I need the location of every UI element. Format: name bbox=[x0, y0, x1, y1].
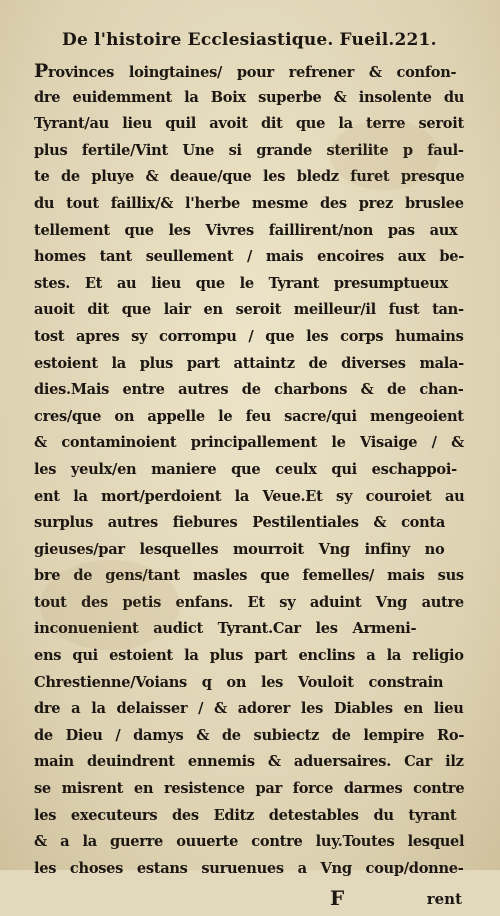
text-line: plus fertile/Vint Une si grande sterilite p faul- bbox=[34, 141, 464, 159]
text-line: inconuenient audict Tyrant.Car les Armeni- bbox=[34, 620, 417, 638]
text-line: te de pluye & deaue/que les bledz furet presque bbox=[34, 168, 465, 186]
catchword: rent bbox=[426, 890, 462, 909]
running-head bbox=[34, 26, 474, 54]
text-line: estoient la plus part attaintz de diverses mala- bbox=[34, 354, 464, 372]
text-line: main deuindrent ennemis & aduersaires. Car ilz bbox=[34, 753, 464, 771]
text-line: ens qui estoient la plus part enclins a la religio bbox=[34, 647, 464, 665]
text-line: & contaminoient principallement le Visaige / & bbox=[34, 434, 465, 452]
signature-mark: F bbox=[330, 886, 345, 911]
text-line: les executeurs des Editz detestables du tyrant bbox=[34, 806, 457, 824]
text-line: du tout faillix/& l'herbe mesme des prez bruslee bbox=[34, 194, 464, 212]
text-line: tost apres sy corrompu / que les corps humains bbox=[34, 327, 464, 345]
text-line: homes tant seullement / mais encoires aux be- bbox=[34, 248, 465, 266]
folio-number: Fueil.221. bbox=[339, 30, 437, 50]
text-line: les yeulx/en maniere que ceulx qui eschappoi- bbox=[34, 460, 457, 478]
text-line: gieuses/par lesquelles mourroit Vng infiny no bbox=[34, 540, 445, 558]
text-line: Tyrant/au lieu quil avoit dit que la terre seroit bbox=[34, 115, 464, 133]
text-line: bre de gens/tant masles que femelles/ mais sus bbox=[34, 567, 464, 585]
body-text bbox=[34, 58, 474, 882]
text-line: dies.Mais entre autres de charbons & de chan- bbox=[34, 381, 464, 399]
text-line: surplus autres fiebures Pestilentiales & conta bbox=[34, 514, 445, 532]
text-line: tellement que les Vivres faillirent/non pas aux bbox=[34, 221, 458, 239]
text-line: les choses estans suruenues a Vng coup/donne- bbox=[34, 859, 464, 877]
text-line: stes. Et au lieu que le Tyrant presumptueux bbox=[34, 274, 448, 292]
text-line: cres/que on appelle le feu sacre/qui mengeoient bbox=[34, 407, 464, 425]
text-line: Chrestienne/Voians q on les Vouloit constrain bbox=[34, 673, 444, 691]
text-line: se misrent en resistence par force darmes contre bbox=[34, 780, 465, 798]
text-line: dre euidemment la Boix superbe & insolente du bbox=[34, 88, 465, 106]
text-line: de Dieu / damys & de subiectz de lempire Ro- bbox=[34, 726, 465, 744]
running-head-title: De l'histoire Ecclesiastique. bbox=[62, 30, 334, 50]
text-line: auoit dit que lair en seroit meilleur/il fust tan- bbox=[34, 301, 464, 319]
text-line: ent la mort/perdoient la Veue.Et sy couroiet au bbox=[34, 487, 465, 505]
text-line: dre a la delaisser / & adorer les Diables en lieu bbox=[34, 700, 464, 718]
catchword-line bbox=[34, 886, 474, 916]
text-line: tout des petis enfans. Et sy aduint Vng autre bbox=[34, 593, 464, 611]
text-line: Provinces loingtaines/ pour refrener & confon- bbox=[34, 60, 457, 82]
text-line: & a la guerre ouuerte contre luy.Toutes lesquel bbox=[34, 833, 465, 851]
